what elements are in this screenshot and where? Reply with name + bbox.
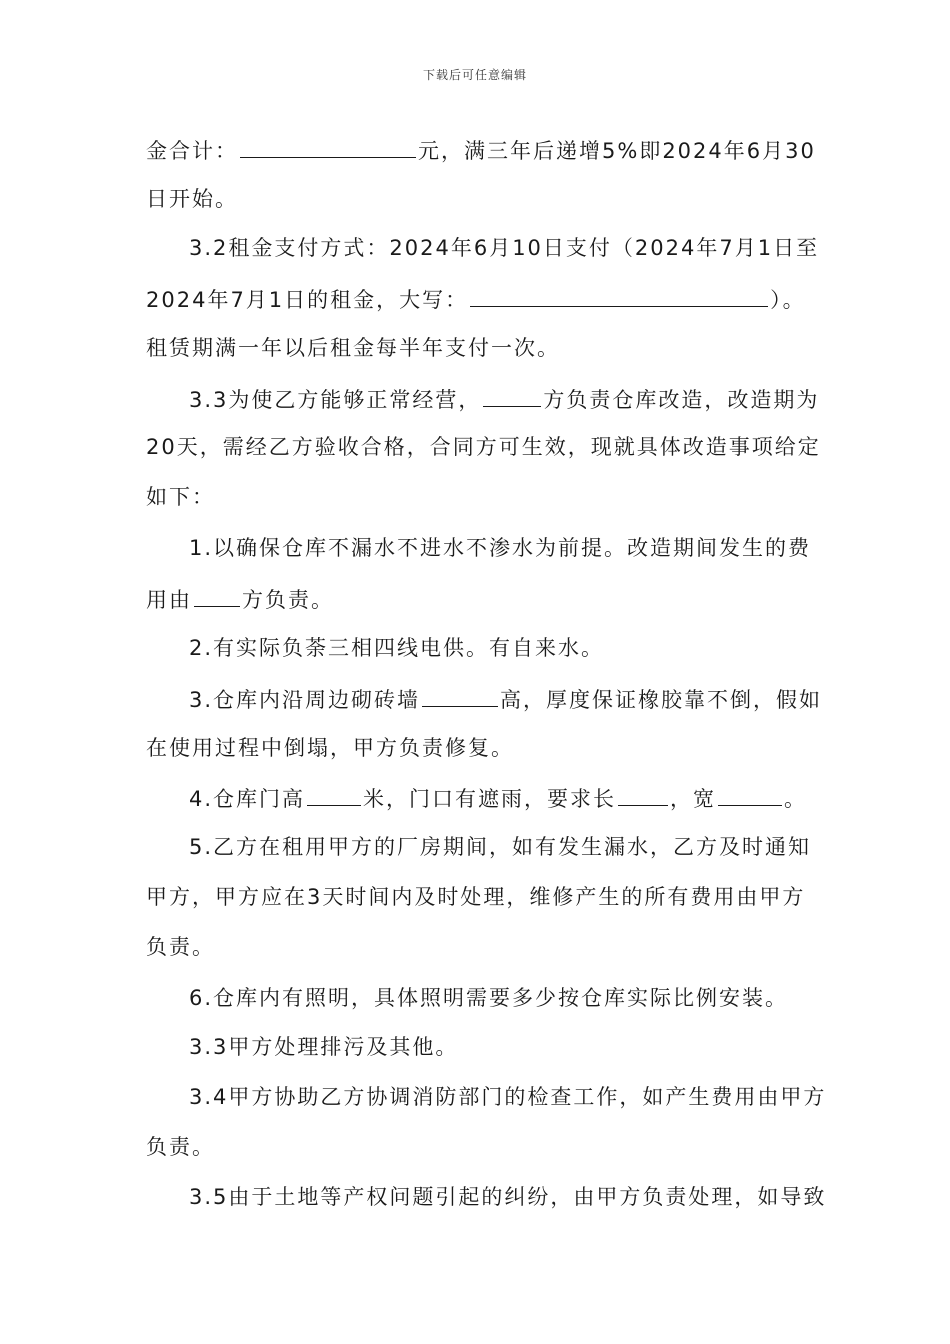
- fill-blank: [718, 783, 782, 806]
- text-line: [189, 1083, 826, 1111]
- text-line: [189, 534, 811, 562]
- text-segment: 4.仓库门高: [189, 787, 306, 811]
- text-segment: 如下：: [146, 485, 215, 509]
- text-segment: 2.有实际负荼三相四线电供。有自来水。: [189, 636, 605, 660]
- text-line: [146, 883, 805, 911]
- text-line: [189, 384, 819, 414]
- text-line: [146, 483, 215, 511]
- text-line: [189, 833, 811, 861]
- text-line: [189, 1183, 826, 1211]
- text-segment: 20天，需经乙方验收合格，合同方可生效，现就具体改造事项给定: [146, 435, 821, 459]
- fill-blank: [618, 783, 668, 806]
- text-segment: ，宽: [670, 787, 717, 811]
- text-line: [146, 734, 514, 762]
- text-segment: 3.3为使乙方能够正常经营，: [189, 388, 482, 412]
- text-segment: 3.2租金支付方式：2024年6月10日支付（2024年7月1日至: [189, 236, 820, 260]
- fill-blank: [307, 783, 361, 806]
- text-segment: 3.5由于土地等产权问题引起的纠纷，由甲方负责处理，如导致: [189, 1185, 827, 1209]
- text-segment: 元，满三年后递增5%即2024年6月30: [418, 139, 816, 163]
- text-segment: 用由: [146, 588, 192, 612]
- page-header: 下载后可任意编辑: [422, 68, 527, 82]
- text-segment: 。: [784, 787, 808, 811]
- text-line: [189, 783, 807, 813]
- text-segment: 3.4甲方协助乙方协调消防部门的检查工作，如产生费用由甲方: [189, 1085, 827, 1109]
- text-line: [146, 284, 806, 314]
- text-line: [189, 634, 604, 662]
- fill-blank: [470, 284, 768, 307]
- text-line: [146, 433, 821, 461]
- text-segment: 1.以确保仓库不漏水不进水不渗水为前提。改造期间发生的费: [189, 536, 812, 560]
- text-line: [146, 334, 560, 362]
- fill-blank: [194, 584, 240, 607]
- text-segment: 在使用过程中倒塌，甲方负责修复。: [146, 736, 514, 760]
- text-segment: ）。: [770, 288, 806, 312]
- text-line: [146, 135, 816, 165]
- text-segment: 高，厚度保证橡胶靠不倒，假如: [500, 688, 823, 712]
- text-line: [146, 584, 334, 614]
- fill-blank: [240, 135, 416, 158]
- text-segment: 3.仓库内沿周边砌砖墙: [189, 688, 421, 712]
- text-segment: 米，门口有遮雨，要求长: [363, 787, 617, 811]
- text-line: [146, 185, 238, 213]
- fill-blank: [422, 684, 498, 707]
- text-segment: 3.3甲方处理排污及其他。: [189, 1035, 459, 1059]
- text-line: [189, 684, 822, 714]
- text-segment: 方负责。: [242, 588, 334, 612]
- text-segment: 租赁期满一年以后租金每半年支付一次。: [146, 336, 560, 360]
- text-segment: 负责。: [146, 935, 215, 959]
- text-line: [189, 984, 788, 1012]
- fill-blank: [483, 384, 541, 407]
- text-segment: 方负责仓库改造，改造期为: [543, 388, 820, 412]
- text-segment: 5.乙方在租用甲方的厂房期间，如有发生漏水，乙方及时通知: [189, 835, 812, 859]
- text-segment: 金合计：: [146, 139, 238, 163]
- text-segment: 日开始。: [146, 187, 238, 211]
- text-segment: 甲方，甲方应在3天时间内及时处理，维修产生的所有费用由甲方: [146, 885, 806, 909]
- text-line: [189, 1033, 458, 1061]
- text-segment: 负责。: [146, 1135, 215, 1159]
- text-line: [189, 234, 819, 262]
- text-line: [146, 933, 215, 961]
- text-segment: 6.仓库内有照明，具体照明需要多少按仓库实际比例安装。: [189, 986, 789, 1010]
- text-segment: 2024年7月1日的租金，大写：: [146, 288, 469, 312]
- text-line: [146, 1133, 215, 1161]
